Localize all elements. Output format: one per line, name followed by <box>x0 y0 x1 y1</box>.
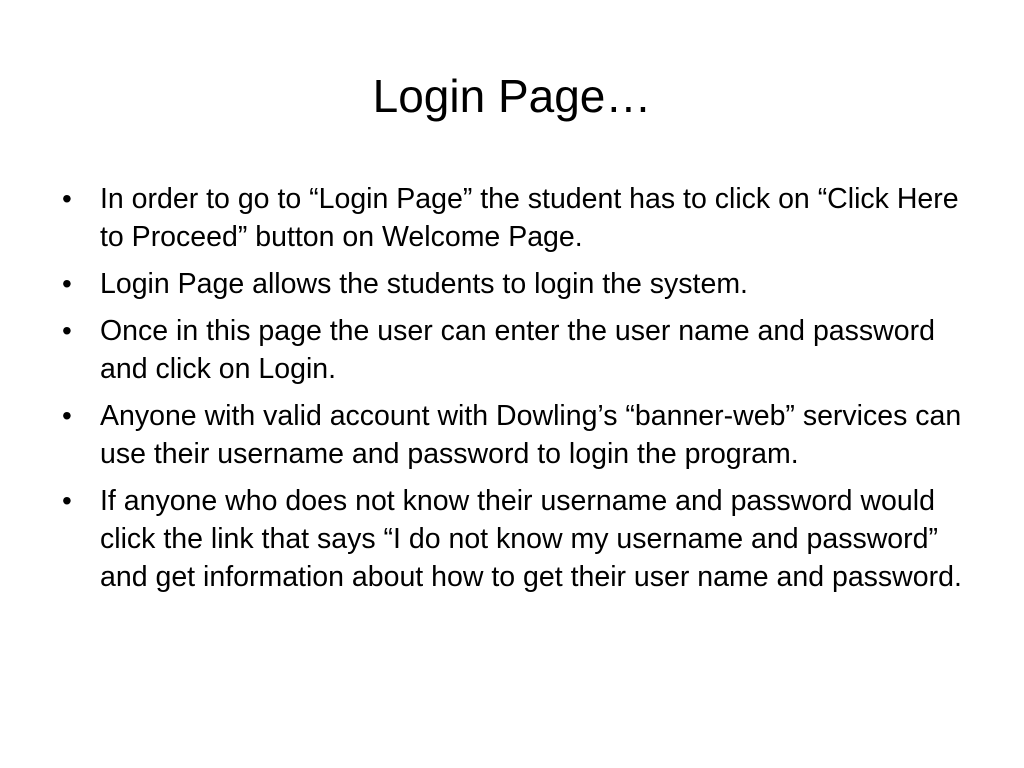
slide-title: Login Page… <box>372 70 652 122</box>
bullet-text: Login Page allows the students to login the system. <box>100 268 748 300</box>
bullet-item <box>58 180 973 256</box>
bullet-item <box>58 312 973 388</box>
bullet-icon: • <box>62 315 72 346</box>
bullet-item <box>58 397 973 473</box>
bullet-text: Once in this page the user can enter the user name and password and click on Login. <box>100 315 935 385</box>
bullet-item <box>58 265 973 303</box>
bullet-icon: • <box>62 400 72 431</box>
bullet-item <box>58 482 973 596</box>
bullet-text: Anyone with valid account with Dowling’s “banner-web” services can use their username and password to login the program. <box>100 400 962 470</box>
bullet-text: If anyone who does not know their username and password would click the link that says “I do not know my username and password” and get information about how to get their user name and password. <box>100 485 962 593</box>
bullet-icon: • <box>62 485 72 516</box>
bullet-icon: • <box>62 268 72 299</box>
bullet-text: In order to go to “Login Page” the student has to click on “Click Here to Proceed” button on Welcome Page. <box>100 183 959 253</box>
bullet-list <box>58 180 973 605</box>
bullet-icon: • <box>62 183 72 214</box>
